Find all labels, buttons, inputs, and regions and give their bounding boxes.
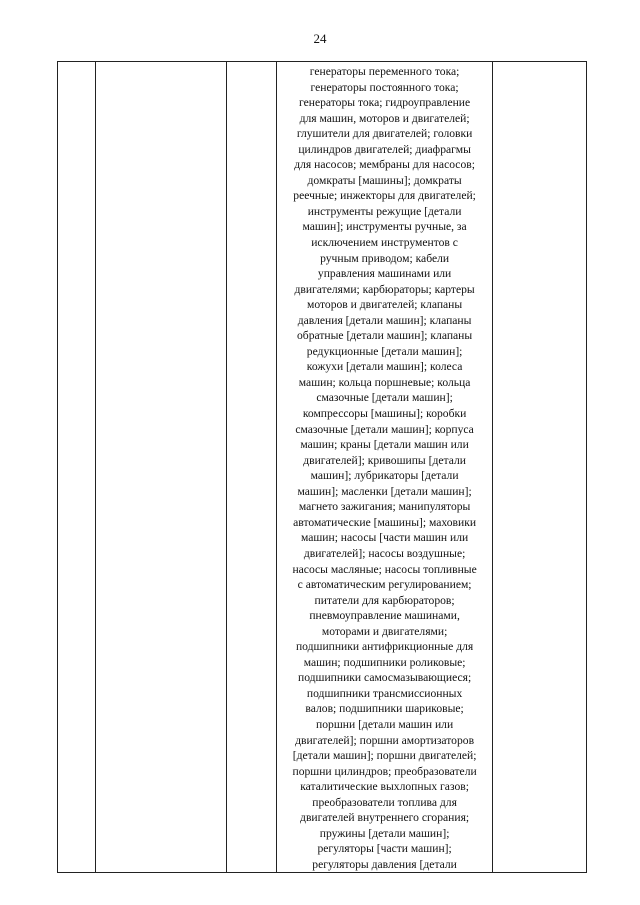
goods-line: поршни [детали машин или [316, 717, 454, 731]
goods-line: поршни цилиндров; преобразователи [292, 764, 477, 778]
goods-line: машин]; инструменты ручные, за [302, 220, 467, 234]
goods-line: питатели для карбюраторов; [314, 593, 455, 607]
goods-line: валов; подшипники шариковые; [305, 702, 464, 716]
goods-line: преобразователи топлива для [312, 795, 457, 809]
goods-line: насосы масляные; насосы топливные [292, 562, 477, 576]
table-cell-col2 [96, 62, 227, 873]
goods-line: машин]; масленки [детали машин]; [297, 484, 472, 498]
goods-line: исключением инструментов с [311, 236, 458, 250]
goods-line: глушители для двигателей; головки [296, 127, 473, 141]
goods-line: генераторы постоянного тока; [310, 80, 459, 94]
goods-line: кожухи [детали машин]; колеса [306, 360, 463, 374]
registry-table [57, 61, 587, 873]
goods-line: с автоматическим регулированием; [297, 578, 472, 592]
goods-line: реечные; инжекторы для двигателей; [293, 189, 476, 203]
goods-line: подшипники антифрикционные для [295, 640, 474, 654]
goods-line: двигателей]; насосы воздушные; [303, 546, 466, 560]
goods-line: [детали машин]; поршни двигателей; [292, 749, 477, 763]
goods-line: подшипники самосмазывающиеся; [297, 671, 472, 685]
table-row [58, 62, 587, 873]
goods-line: ручным приводом; кабели [320, 251, 450, 265]
goods-line: пружины [детали машин]; [319, 826, 450, 840]
goods-line: для машин, моторов и двигателей; [299, 111, 470, 125]
goods-line: регуляторы давления [детали [312, 857, 457, 871]
goods-line: инструменты режущие [детали [307, 204, 462, 218]
table-cell-col1 [58, 62, 96, 873]
goods-line: машин; кольца поршневые; кольца [298, 375, 471, 389]
goods-line: генераторы переменного тока; [309, 65, 460, 78]
goods-line: смазочные [детали машин]; [316, 391, 453, 405]
goods-line: двигателей внутреннего сгорания; [300, 811, 470, 825]
goods-line: моторами и двигателями; [321, 624, 448, 638]
goods-line: машин]; лубрикаторы [детали [310, 469, 459, 483]
goods-line: регуляторы [части машин]; [317, 842, 452, 856]
goods-line: моторов и двигателей; клапаны [307, 298, 463, 312]
goods-line: компрессоры [машины]; коробки [302, 407, 467, 421]
page-number: 24 [313, 31, 327, 46]
goods-line: двигателей]; кривошипы [детали [303, 453, 466, 467]
goods-line: цилиндров двигателей; диафрагмы [298, 142, 471, 156]
goods-line: управления машинами или [317, 267, 452, 281]
goods-line: редукционные [детали машин]; [306, 344, 463, 358]
table-cell-col5 [492, 62, 586, 873]
goods-list-text [277, 62, 491, 872]
goods-line: автоматические [машины]; маховики [293, 515, 477, 529]
goods-line: магнето зажигания; манипуляторы [298, 500, 471, 514]
goods-line: подшипники трансмиссионных [306, 686, 463, 700]
goods-line: смазочные [детали машин]; корпуса [295, 422, 474, 436]
table-cell-goods-list [277, 62, 492, 873]
goods-line: домкраты [машины]; домкраты [307, 173, 462, 187]
goods-line: генераторы тока; гидроуправление [299, 96, 471, 110]
goods-line: давления [детали машин]; клапаны [297, 313, 472, 327]
goods-line: обратные [детали машин]; клапаны [297, 329, 473, 343]
goods-line: двигателей]; поршни амортизаторов [295, 733, 475, 747]
goods-line: двигателями; карбюраторы; картеры [294, 282, 475, 296]
table-cell-col3 [227, 62, 277, 873]
goods-line: каталитические выхлопных газов; [300, 780, 469, 794]
goods-line: машин; краны [детали машин или [300, 438, 469, 452]
goods-line: машин; насосы [части машин или [300, 531, 469, 545]
goods-line: машин; подшипники роликовые; [303, 655, 466, 669]
goods-line: для насосов; мембраны для насосов; [294, 158, 475, 172]
goods-line: пневмоуправление машинами, [309, 609, 460, 623]
